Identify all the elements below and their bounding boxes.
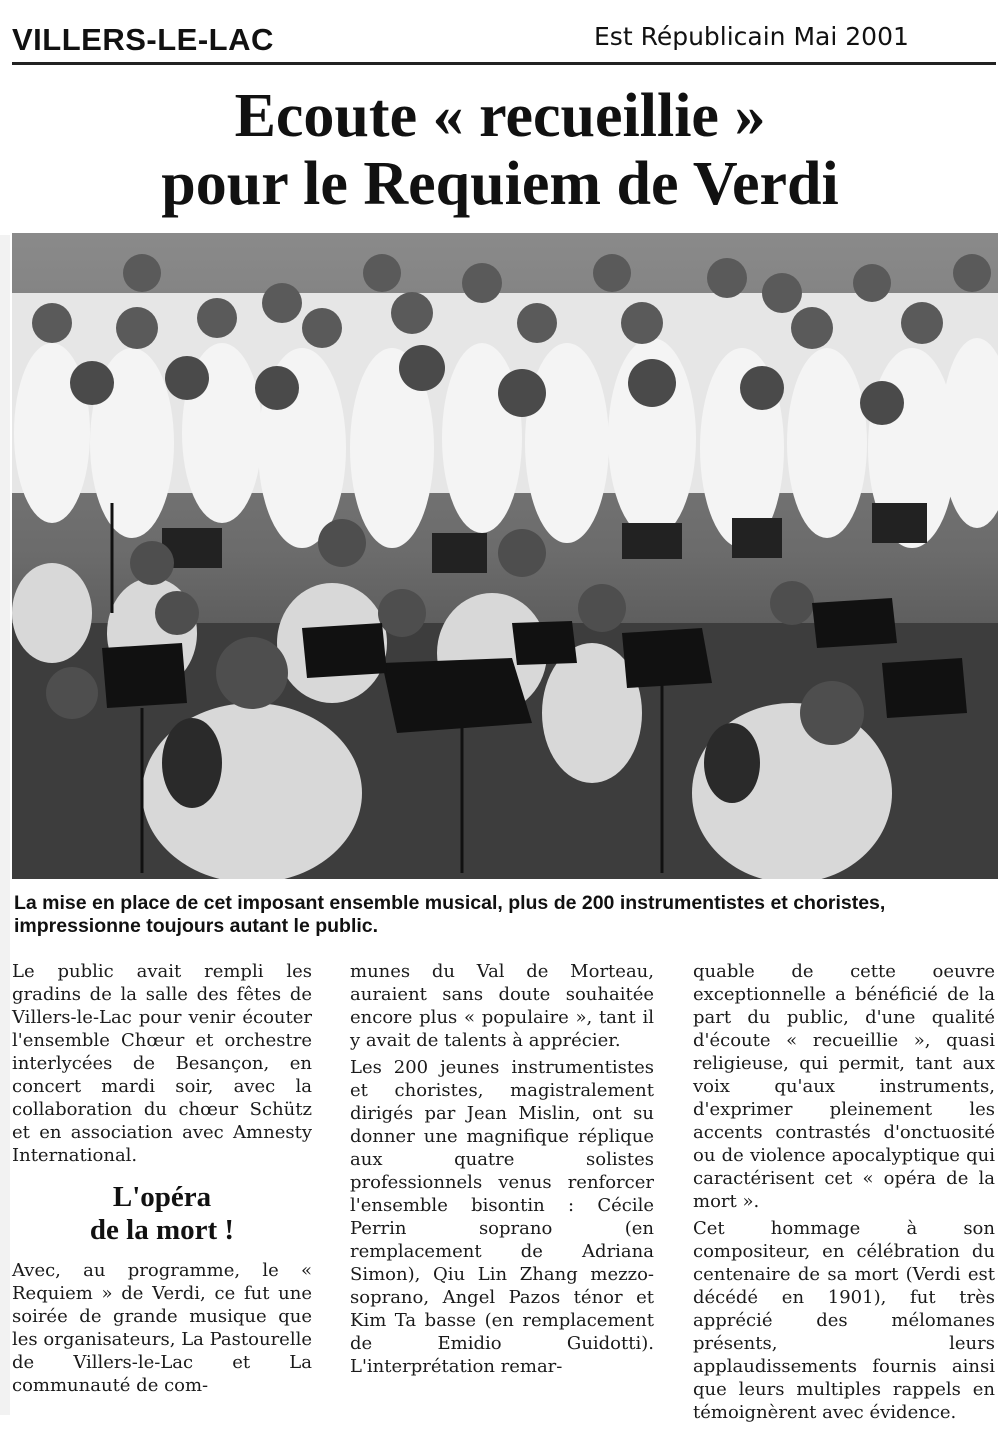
headline-line-1: Ecoute « recueillie » [234,82,766,150]
subheading-line-2: de la mort ! [89,1214,235,1246]
article-column-3 [693,960,995,1424]
article-column-1 [12,960,312,1397]
article-paragraph: munes du Val de Morteau, auraient sans doute souhaitée encore plus « populaire », tant il y avait de talents à apprécier. [350,961,654,1051]
page-left-margin [0,235,10,1415]
article-column-2 [350,960,654,1378]
choir-orchestra-photo-image [12,233,998,879]
article-paragraph: Cet hommage à son compositeur, en célébration du centenaire de sa mort (Verdi est décédé en 1901), fut très apprécié des mélomanes présents, leurs applaudissements fournis ainsi que leurs multiples rappels en témoignèrent avec évidence. [693,1218,995,1423]
article-paragraph: Le public avait rempli les gradins de la salle des fêtes de Villers-le-Lac pour venir écouter l'ensemble Chœur et orchestre interlycées de Besançon, en concert mardi soir, avec la collaboration du chœur Schütz et en association avec Amnesty International. [12,961,312,1166]
photo-caption [14,892,998,938]
article-paragraph: Les 200 jeunes instrumentistes et choristes, magistralement dirigés par Jean Mislin, ont su donner une magnifique réplique aux quatre solistes professionnels venus renforcer l'ensemble bisontin : Cécile Perrin soprano (en remplacement de Adriana Simon), Qiu Lin Zhang mezzo-soprano, Angel Pazos ténor et Kim Ta basse (en remplacement de Emidio Guidotti). L'interprétation remar- [350,1057,654,1377]
caption-line-2: impressionne toujours autant le public. [14,915,379,937]
article-paragraph: Avec, au programme, le « Requiem » de Verdi, ce fut une soirée de grande musique que les organisateurs, La Pastourelle de Villers-le-Lac et La communauté de com- [12,1260,312,1396]
headline-line-2: pour le Requiem de Verdi [161,150,839,218]
article-paragraph: quable de cette oeuvre exceptionnelle a bénéficié de la part du public, d'une qualité d'écoute « recueillie », quasi religieuse, qui permit, tant aux voix qu'aux instruments, d'exprimer pleinement les accents contrastés d'onctuosité ou de violence apocalyptique qui caractérisent cet « opéra de la mort ». [693,961,995,1212]
subheading-line-1: L'opéra [112,1181,212,1213]
section-heading: VILLERS-LE-LAC [12,22,274,57]
caption-line-1: La mise en place de cet imposant ensemble musical, plus de 200 instrumentistes et choristes, [14,892,886,914]
concert-photo [12,233,998,879]
header-rule [12,62,996,65]
headline [0,82,1000,218]
source-label: Est Républicain Mai 2001 [594,22,909,51]
subheading [12,1181,312,1247]
